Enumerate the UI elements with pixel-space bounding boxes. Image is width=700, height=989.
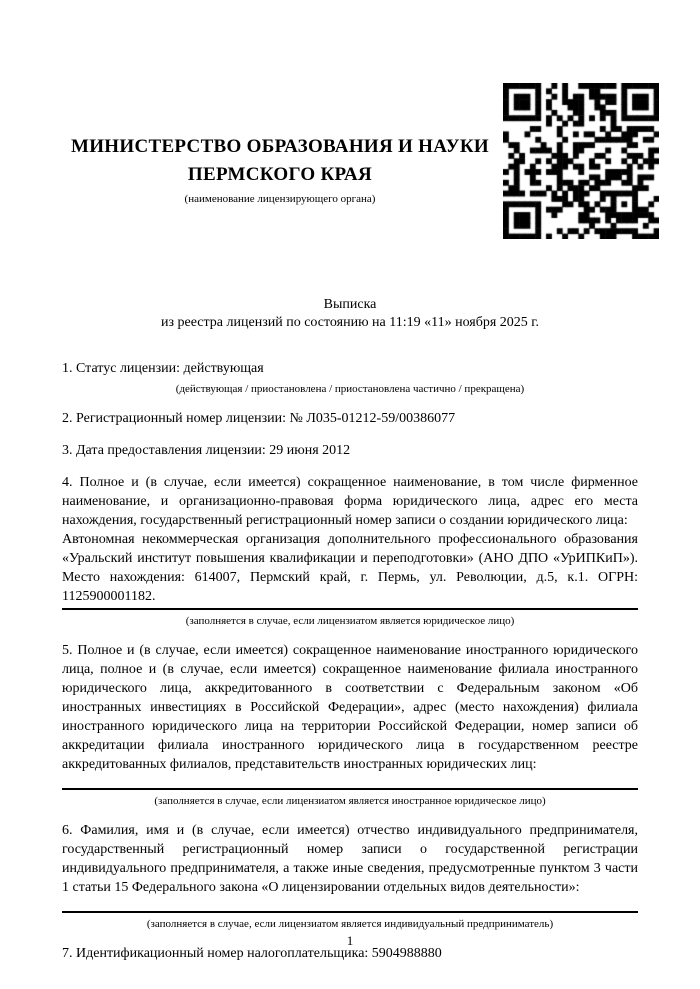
ministry-name — [62, 133, 498, 189]
item-license-date — [62, 441, 638, 460]
ministry-name-line1: МИНИСТЕРСТВО ОБРАЗОВАНИЯ И НАУКИ — [70, 136, 490, 157]
foreign-entity-note: (заполняется в случае, если лицензиатом является иностранное юридическое лицо) — [154, 795, 546, 807]
license-status-note: (действующая / приостановлена / приостановлена частично / прекращена) — [175, 383, 525, 395]
entrepreneur-note: (заполняется в случае, если лицензиатом является индивидуальный предприниматель) — [146, 918, 554, 930]
ministry-note: (наименование лицензирующего органа) — [184, 193, 376, 205]
document-title-line1: Выписка — [323, 297, 377, 312]
document-body — [62, 296, 638, 976]
taxpayer-number-text: 7. Идентификационный номер налогоплательщика: 5904988880 — [62, 946, 442, 961]
ministry-name-line2: ПЕРМСКОГО КРАЯ — [187, 164, 373, 185]
license-date-text: 3. Дата предоставления лицензии: 29 июня 2012 — [62, 443, 351, 458]
foreign-entity-blank-field — [62, 774, 638, 790]
legal-entity-label: 4. Полное и (в случае, если имеется) сокращенное наименование, в том числе фирменное наименование, и организационно-правовая форма юридического лица, адрес его места нахождения, государственный регистрационный номер записи о создании юридического лица: — [62, 475, 638, 528]
registration-number-text: 2. Регистрационный номер лицензии: № Л035-01212-59/00386077 — [62, 411, 456, 426]
item-individual-entrepreneur — [62, 821, 638, 931]
item-license-status — [62, 359, 638, 396]
item-legal-entity — [62, 473, 638, 628]
document-title-line2: из реестра лицензий по состоянию на 11:19 «11» ноября 2025 г. — [161, 315, 539, 330]
legal-entity-value: Автономная некоммерческая организация дополнительного профессионального образования «Уральский институт повышения квалификации и переподготовки» (АНО ДПО «УрИПКиП»). Место нахождения: 614007, Пермский край, г. Пермь, ул. Революции, д.5, к.1. ОГРН: 1125900001182. — [62, 530, 638, 610]
entrepreneur-blank-field — [62, 897, 638, 913]
document-title — [62, 296, 638, 332]
item-foreign-entity — [62, 641, 638, 808]
qr-code — [503, 83, 659, 239]
item-registration-number — [62, 409, 638, 428]
foreign-entity-label: 5. Полное и (в случае, если имеется) сокращенное наименование иностранного юридического лица, полное и (в случае, если имеется) сокращенное наименование филиала иностранного юридического лица, аккредитованного в соответствии с Федеральным законом «Об иностранных инвестициях в Российской Федерации», адрес (место нахождения) филиала иностранного юридического лица на территории Российской Федерации, номер записи об аккредитации филиала иностранного юридического лица в государственном реестре аккредитованных филиалов, представительств иностранных юридических лиц: — [62, 643, 638, 772]
license-status-text: 1. Статус лицензии: действующая — [62, 361, 264, 376]
entrepreneur-label: 6. Фамилия, имя и (в случае, если имеется) отчество индивидуального предпринимателя, государственный регистрационный номер записи о государственной регистрации индивидуального предпринимателя, а также иные сведения, предусмотренные пунктом 3 части 1 статьи 15 Федерального закона «О лицензировании отдельных видов деятельности»: — [62, 823, 638, 895]
legal-entity-note: (заполняется в случае, если лицензиатом является юридическое лицо) — [185, 615, 515, 627]
page-number: 1 — [346, 933, 354, 948]
